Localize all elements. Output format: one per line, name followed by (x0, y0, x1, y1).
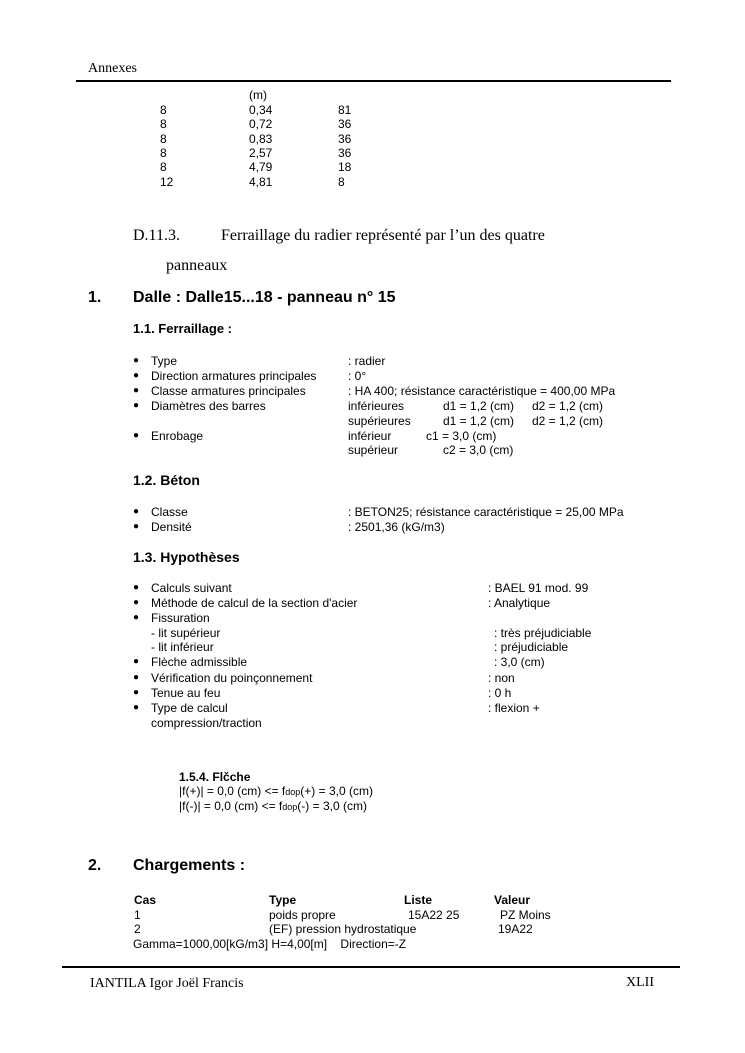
sub-value: : très préjudiciable (494, 626, 592, 640)
table-cell: PZ Moins (500, 908, 551, 922)
bullet-icon: ● (133, 582, 140, 593)
item-value: : 2501,36 (kG/m3) (348, 520, 445, 534)
item-label: Vérification du poinçonnement (151, 671, 313, 685)
table-unit: (m) (249, 88, 267, 102)
table-cell: 15A22 25 (408, 908, 460, 922)
table-cell: 8 (160, 146, 167, 160)
sub-label: - lit supérieur (151, 626, 221, 640)
item-value: : flexion + (488, 701, 540, 715)
item-label: Fissuration (151, 611, 210, 625)
item-label: Direction armatures principales (151, 369, 317, 383)
fleche-line-1: |f(+)| = 0,0 (cm) <= fdop(+) = 3,0 (cm) (179, 784, 373, 798)
item-label: Enrobage (151, 429, 204, 443)
sub-label: - lit inférieur (151, 640, 214, 654)
diam-pos: supérieures (348, 414, 411, 428)
table-cell: 8 (160, 160, 167, 174)
enrobage-pos: inférieur (348, 429, 392, 443)
running-header: Annexes (88, 61, 137, 76)
table-cell: 36 (338, 132, 352, 146)
enrobage-value: c2 = 3,0 (cm) (443, 443, 514, 457)
subheading-fleche: 1.5.4. Flčche (179, 770, 251, 784)
sub-value: : préjudiciable (494, 640, 569, 654)
bullet-icon: ● (133, 385, 140, 396)
table-cell: 18 (338, 160, 352, 174)
diam-d2: d2 = 1,2 (cm) (532, 414, 604, 428)
table-cell: 0,34 (249, 103, 273, 117)
heading-chargements: Chargements : (133, 857, 246, 874)
item-value: : Analytique (488, 596, 551, 610)
footer-rule (62, 966, 680, 968)
item-value: : radier (348, 354, 386, 368)
fleche-line-2: |f(-)| = 0,0 (cm) <= fdop(-) = 3,0 (cm) (179, 799, 367, 813)
bullet-icon: ● (133, 370, 140, 381)
enrobage-pos: supérieur (348, 443, 399, 457)
page-number: XLII (626, 975, 654, 990)
table-cell: 36 (338, 117, 352, 131)
table-cell: 12 (160, 175, 174, 189)
item-value: : 0 h (488, 686, 512, 700)
bullet-icon: ● (133, 687, 140, 698)
section-title-line2: panneaux (166, 257, 228, 274)
item-label: Flèche admissible (151, 655, 248, 669)
table-cell: 81 (338, 103, 352, 117)
diam-pos: inférieures (348, 399, 405, 413)
header-rule (76, 80, 671, 82)
bullet-icon: ● (133, 702, 140, 713)
table-cell: 19A22 (498, 922, 533, 936)
column-header: Liste (404, 893, 433, 907)
section-title-line1: Ferraillage du radier représenté par l’un des quatre (221, 227, 545, 244)
subheading-beton: 1.2. Béton (133, 472, 200, 488)
table-cell: 8 (160, 103, 167, 117)
table-cell: poids propre (269, 908, 336, 922)
section-number: D.11.3. (133, 227, 180, 244)
heading-dalle: Dalle : Dalle15...18 - panneau n° 15 (133, 289, 396, 306)
bullet-icon: ● (133, 597, 140, 608)
diam-d1: d1 = 1,2 (cm) (443, 399, 515, 413)
table-cell: 2 (134, 922, 141, 936)
bullet-icon: ● (133, 506, 140, 517)
item-label: Tenue au feu (151, 686, 221, 700)
table-cell: (EF) pression hydrostatique (269, 922, 417, 936)
item-value: : BETON25; résistance caractéristique = 25,00 MPa (348, 505, 624, 519)
column-header: Type (269, 893, 297, 907)
table-cell: 2,57 (249, 146, 273, 160)
heading-number-2: 2. (88, 857, 102, 874)
item-label: Diamètres des barres (151, 399, 266, 413)
bullet-icon: ● (133, 612, 140, 623)
item-value: : 0° (348, 369, 367, 383)
item-label: Densité (151, 520, 192, 534)
item-label-cont: compression/traction (151, 716, 262, 730)
item-value: : 3,0 (cm) (494, 655, 545, 669)
item-value: : non (488, 671, 515, 685)
column-header: Cas (134, 893, 157, 907)
item-label: Classe armatures principales (151, 384, 306, 398)
bullet-icon: ● (133, 355, 140, 366)
item-label: Calculs suivant (151, 581, 232, 595)
diam-d2: d2 = 1,2 (cm) (532, 399, 604, 413)
item-value: : HA 400; résistance caractéristique = 400,00 MPa (348, 384, 616, 398)
table-cell: 36 (338, 146, 352, 160)
diam-d1: d1 = 1,2 (cm) (443, 414, 515, 428)
bullet-icon: ● (133, 430, 140, 441)
table-cell: 0,83 (249, 132, 273, 146)
table-cell: 8 (338, 175, 345, 189)
item-label: Méthode de calcul de la section d'acier (151, 596, 358, 610)
heading-number-1: 1. (88, 289, 102, 306)
table-cell: 8 (160, 117, 167, 131)
column-header: Valeur (494, 893, 531, 907)
bullet-icon: ● (133, 672, 140, 683)
subheading-hypotheses: 1.3. Hypothèses (133, 549, 240, 565)
item-label: Type de calcul (151, 701, 228, 715)
bullet-icon: ● (133, 400, 140, 411)
bullet-icon: ● (133, 656, 140, 667)
footer-author: IANTILA Igor Joël Francis (90, 976, 244, 991)
table-cell: 4,79 (249, 160, 273, 174)
item-value: : BAEL 91 mod. 99 (488, 581, 589, 595)
subheading-ferraillage: 1.1. Ferraillage : (133, 321, 232, 336)
item-label: Type (151, 354, 178, 368)
enrobage-value: c1 = 3,0 (cm) (426, 429, 497, 443)
bullet-icon: ● (133, 521, 140, 532)
table-cell: 1 (134, 908, 141, 922)
gamma-line: Gamma=1000,00[kG/m3] H=4,00[m] Direction=-Z (133, 937, 407, 951)
item-label: Classe (151, 505, 188, 519)
table-cell: 8 (160, 132, 167, 146)
table-cell: 0,72 (249, 117, 273, 131)
table-cell: 4,81 (249, 175, 273, 189)
